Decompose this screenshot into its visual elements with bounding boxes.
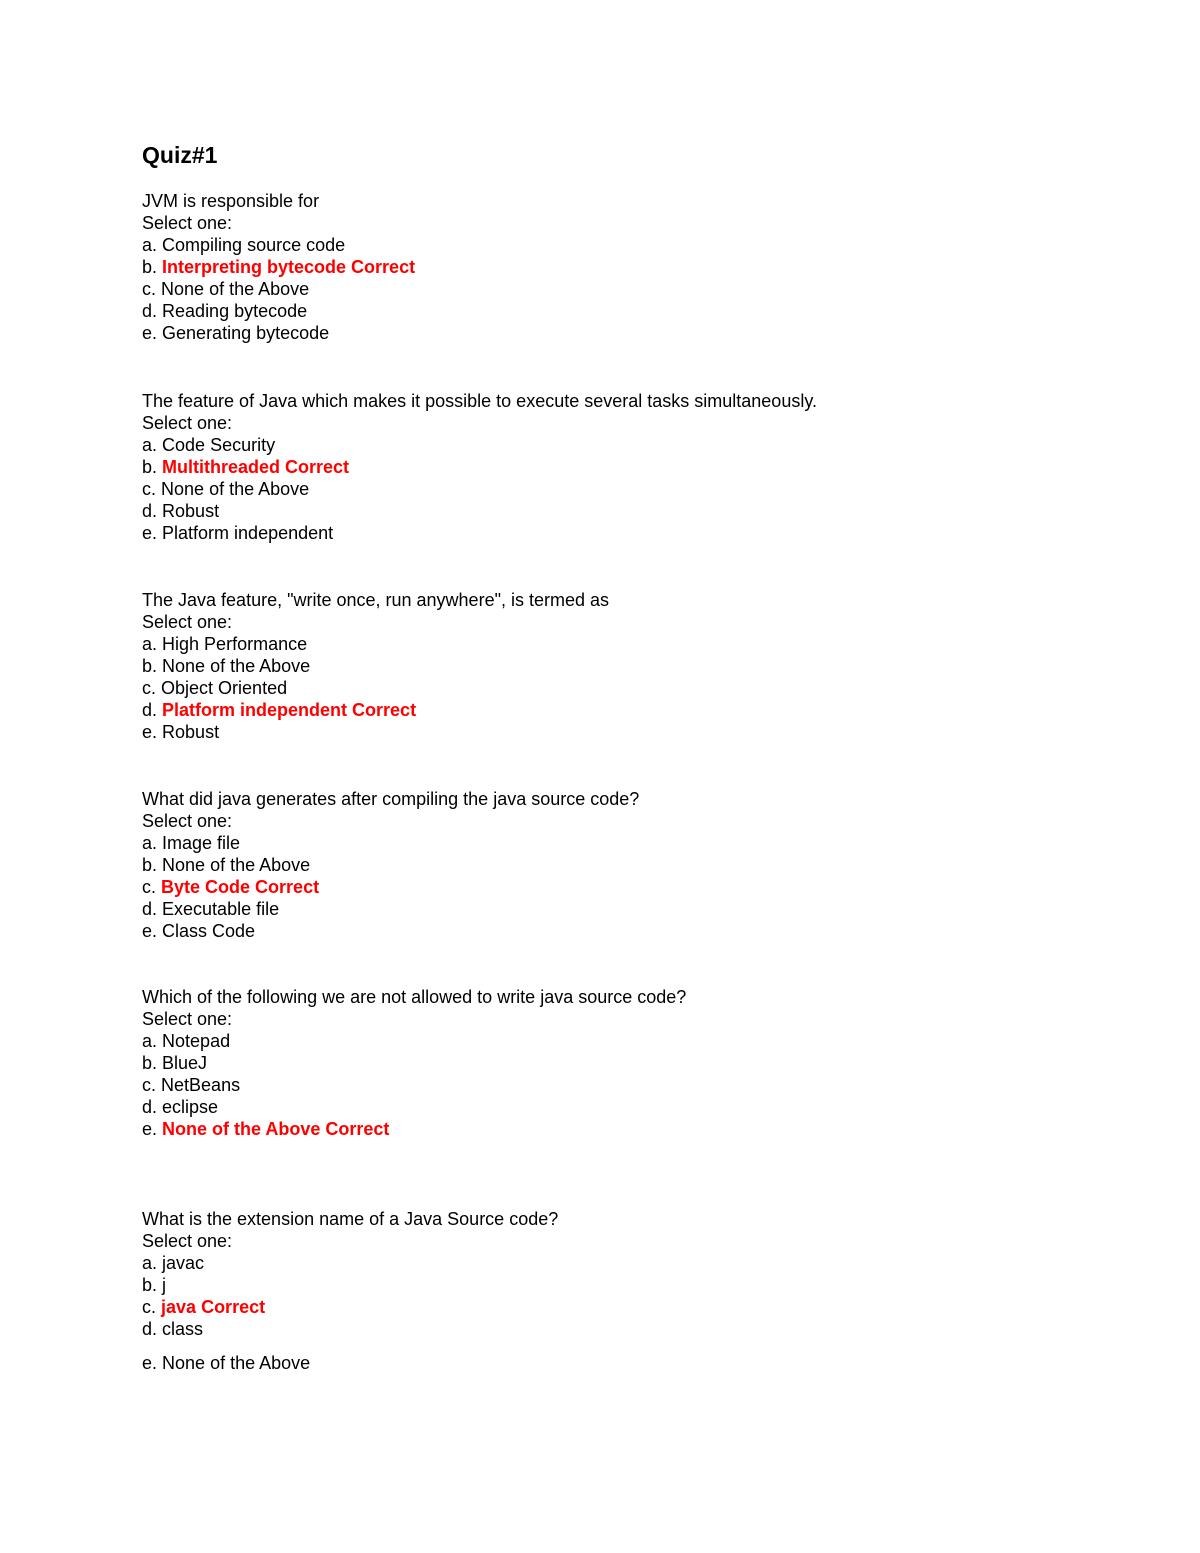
option-text: None of the Above [162,1353,311,1373]
option-letter: a. [142,634,158,654]
option-e [142,721,1142,743]
option-a [142,234,1142,256]
question-text: What is the extension name of a Java Source code? [142,1209,559,1229]
option-letter: d. [142,1097,158,1117]
select-prompt: Select one: [142,413,233,433]
option-letter: e. [142,921,158,941]
option-letter: a. [142,235,158,255]
option-text: BlueJ [162,1053,208,1073]
question-3 [142,589,1142,743]
option-text: class [162,1319,204,1339]
option-text: javac [162,1253,205,1273]
option-text: Image file [162,833,241,853]
option-a [142,633,1142,655]
option-d [142,898,1142,920]
option-d [142,500,1142,522]
question-1 [142,190,1142,344]
option-text: None of the Above [161,479,310,499]
option-b [142,1274,1142,1296]
option-letter: d. [142,700,158,720]
option-a [142,434,1142,456]
option-text: j [162,1275,167,1295]
option-b [142,655,1142,677]
spacer [142,1340,1142,1352]
option-letter: e. [142,1119,158,1139]
option-letter: c. [142,1297,157,1317]
select-prompt: Select one: [142,811,233,831]
question-5 [142,986,1142,1140]
option-a [142,832,1142,854]
option-c [142,278,1142,300]
correct-answer-text: Byte Code Correct [161,877,320,897]
question-text: The Java feature, "write once, run anywhere", is termed as [142,590,609,610]
option-b [142,1052,1142,1074]
option-b [142,854,1142,876]
option-letter: c. [142,279,157,299]
option-letter: e. [142,323,158,343]
option-letter: e. [142,523,158,543]
correct-answer-text: Interpreting bytecode Correct [162,257,416,277]
option-c-correct [142,1296,1142,1318]
question-6 [142,1208,1142,1374]
option-letter: c. [142,479,157,499]
option-c [142,677,1142,699]
option-b-correct [142,256,1142,278]
option-text: High Performance [162,634,308,654]
question-text: What did java generates after compiling the java source code? [142,789,640,809]
option-e [142,522,1142,544]
option-text: Generating bytecode [162,323,330,343]
question-2 [142,390,1142,544]
option-letter: a. [142,833,158,853]
question-text: JVM is responsible for [142,191,320,211]
option-text: Object Oriented [161,678,288,698]
option-b-correct [142,456,1142,478]
correct-answer-text: Multithreaded Correct [162,457,350,477]
option-letter: b. [142,257,158,277]
option-letter: a. [142,1031,158,1051]
option-d [142,1096,1142,1118]
option-text: None of the Above [162,656,311,676]
option-text: NetBeans [161,1075,241,1095]
option-e [142,322,1142,344]
question-text: Which of the following we are not allowed to write java source code? [142,987,687,1007]
question-4 [142,788,1142,942]
select-prompt: Select one: [142,1009,233,1029]
option-letter: c. [142,1075,157,1095]
option-letter: a. [142,1253,158,1273]
option-text: eclipse [162,1097,219,1117]
select-prompt: Select one: [142,612,233,632]
option-d [142,1318,1142,1340]
option-text: Code Security [162,435,276,455]
option-letter: e. [142,1353,158,1373]
option-letter: e. [142,722,158,742]
option-letter: d. [142,899,158,919]
select-prompt: Select one: [142,1231,233,1251]
option-letter: d. [142,301,158,321]
option-letter: d. [142,501,158,521]
option-text: Platform independent [162,523,334,543]
option-letter: c. [142,877,157,897]
option-c [142,478,1142,500]
correct-answer-text: None of the Above Correct [162,1119,390,1139]
option-text: Executable file [162,899,280,919]
option-text: None of the Above [161,279,310,299]
option-text: Compiling source code [162,235,346,255]
option-a [142,1030,1142,1052]
option-letter: b. [142,855,158,875]
option-d-correct [142,699,1142,721]
option-letter: b. [142,1053,158,1073]
select-prompt: Select one: [142,213,233,233]
question-text: The feature of Java which makes it possible to execute several tasks simultaneously. [142,391,817,411]
page-title: Quiz#1 [142,142,218,168]
option-text: Reading bytecode [162,301,308,321]
option-c-correct [142,876,1142,898]
option-e [142,1352,1142,1374]
option-letter: c. [142,678,157,698]
option-text: Class Code [162,921,256,941]
option-letter: b. [142,1275,158,1295]
option-a [142,1252,1142,1274]
option-e-correct [142,1118,1142,1140]
option-e [142,920,1142,942]
option-text: Robust [162,722,220,742]
option-letter: b. [142,656,158,676]
correct-answer-text: java Correct [161,1297,266,1317]
option-letter: a. [142,435,158,455]
option-letter: d. [142,1319,158,1339]
option-letter: b. [142,457,158,477]
option-text: Notepad [162,1031,231,1051]
option-text: None of the Above [162,855,311,875]
correct-answer-text: Platform independent Correct [162,700,417,720]
option-d [142,300,1142,322]
option-text: Robust [162,501,220,521]
option-c [142,1074,1142,1096]
